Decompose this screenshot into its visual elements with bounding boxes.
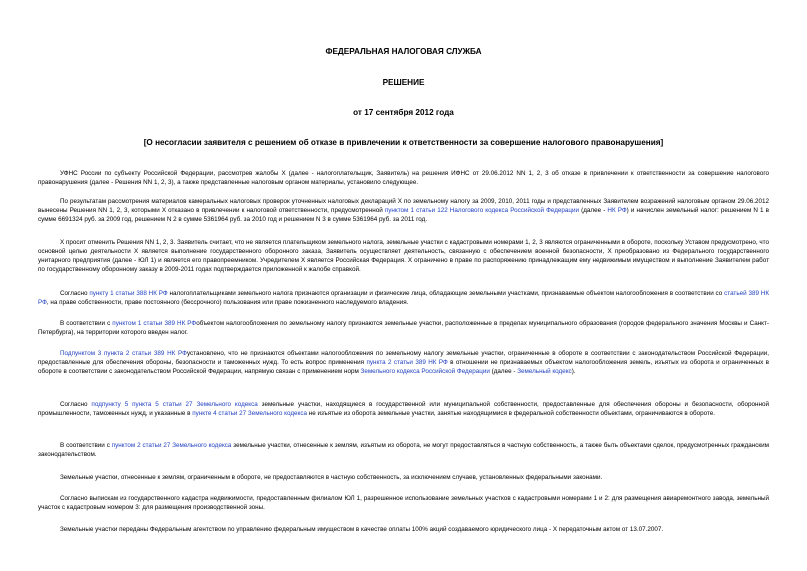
paragraph-10: Согласно выпискам из государственного кадастра недвижимости, предоставленным филиалом ЮЛ 1, разрешенное использование земельных участков с кадастровыми номерами 1 и 2: для размещения авиаремонтного завода, земельный участок с кадастровым номером 3: для размещения производственной зоны. [38,495,769,512]
document-date: от 17 сентября 2012 года [353,108,454,117]
link-land-code[interactable]: Земельный кодекс [517,368,572,376]
text-span: В соответствии с [60,320,113,327]
paragraph-7 [38,400,769,418]
paragraph-1: УФНС России по субъекту Российской Федерации, рассмотрев жалобы Х (далее - налогоплательщик, Заявитель) на решения ИФНС от 29.06.2012 NN 1, 2, 3 об отказе в привлечении к ответственности за совершение налогового правонарушения (далее - Решения NN 1, 2, 3), а также представленные налоговым органом материалы, установило следующее. [38,170,769,187]
link-nk-389-1[interactable]: пунктом 1 статьи 389 НК РФ [112,320,197,327]
link-nk-389-2-3[interactable]: Подпунктом 3 пункта 2 статьи 389 НК РФ [60,350,187,357]
link-land-code-27-5-5[interactable]: подпункту 5 пункта 5 статьи 27 Земельного кодекса [91,401,258,408]
text-span: установлено, что не признаются объектами налогообложения по земельному налогу земельные участки, ограниченные в обороте в соответствии с законодательством Российской Федерации, предоставленные для обеспечения обороны, безопасности и таможенных нужд. То есть вопрос применения [38,350,769,367]
paragraph-6 [38,349,769,376]
text-span: , на праве собственности, праве постоянного (бессрочного) пользования или праве пожизненного наследуемого владения. [46,299,409,307]
org-heading: ФЕДЕРАЛЬНАЯ НАЛОГОВАЯ СЛУЖБА [325,47,482,56]
link-nk-389-2[interactable]: пункта 2 статьи 389 НК РФ [366,359,448,367]
paragraph-8 [38,441,769,459]
link-nk-rf[interactable]: НК РФ [607,207,627,215]
text-span: (далее - [489,368,518,376]
paragraph-5 [38,319,769,337]
paragraph-2 [38,197,769,224]
text-span: По результатам рассмотрения материалов камеральных налоговых проверок уточненных налоговых деклараций Х по земельному налогу за 2009, 2010, 2011 годы и представленных Заявителем возражений налоговым органом 29.06.2012 вынесены Решения NN 1, 2, 3, которыми Х отказано в привлечении к налоговой ответственности, предусмотренной [38,198,769,215]
text-span: земельные участки, находящиеся в государственной или муниципальной собственности, предоставленные для обеспечения обороны и безопасности, оборонной промышленности, таможенных нужд, и указанные в [38,401,770,418]
document-subject: [О несогласии заявителя с решением об отказе в привлечении к ответственности за совершение налогового правонарушения] [143,138,664,147]
link-land-code-rf[interactable]: Земельного кодекса Российской Федерации [360,368,490,376]
paragraph-9: Земельные участки, отнесенные к землям, ограниченным в обороте, не предоставляются в частную собственность, за исключением случаев, установленных федеральными законами. [60,474,603,481]
text-span: налогоплательщиками земельного налога признаются организации и физические лица, обладающие земельными участками, признаваемые объектом налогообложения в соответствии со [167,290,725,297]
text-span: ) и начислен земельный налог: решением N 1 в сумме 6691324 руб. за 2009 год, решением N 2 в сумме 5361964 руб. за 2010 год и решением N 3 в сумме 5361964 руб. за 2011 год. [38,207,769,224]
text-span: В соответствии с [60,442,112,449]
document-type-heading: РЕШЕНИЕ [382,78,425,87]
paragraph-4 [38,289,769,307]
link-nk-388[interactable]: пункту 1 статьи 388 НК РФ [89,290,168,297]
text-span: Согласно [60,401,92,408]
text-span: не изъятые из оборота земельные участки, занятые находящимися в федеральной собственности объектами, ограничиваются в обороте. [307,410,716,418]
paragraph-3: Х просит отменить Решения NN 1, 2, 3. Заявитель считает, что не является плательщиком земельного налога, земельные участки с кадастровыми номерами 1, 2, 3 являются ограниченными в обороте, поскольку Уставом предусмотрено, что основной целью деятельности Х является выполнение государственного оборонного заказа, Заявитель осуществляет деятельность, связанную с обеспечением военной безопасности, Х преобразовано из Федерального государственного унитарного предприятия (далее - ЮЛ 1) и является его правопреемником. Учредителем Х является Российская Федерация. Х ограничено в праве по распоряжению принадлежащим ему недвижимым имуществом и выполнение Заявителем работ по государственному оборонному заказу в 2009-2011 годах подтверждается приложенной к жалобе справкой. [38,239,769,274]
text-span: ). [571,368,576,376]
text-span: (далее - [579,207,608,215]
link-land-code-27-2[interactable]: пунктом 2 статьи 27 Земельного кодекса [111,442,232,449]
text-span: объектом налогообложения по земельному налогу признаются земельные участки, расположенные в пределах муниципального образования (городов федерального значения Москвы и Санкт-Петербурга), на территории которого введен налог. [38,320,769,337]
paragraph-11: Земельные участки переданы Федеральным агентством по управлению федеральным имуществом в качестве оплаты 100% акций создаваемого юридического лица - Х передаточным актом от 13.07.2007. [60,526,664,533]
text-span: в отношении не признаваемых объектом налогообложения земель, изъятых из оборота и ограниченных в обороте в соответствии с законодательством Российской Федерации, напрямую связан с применением норм [38,359,769,376]
link-nk-122[interactable]: пунктом 1 статьи 122 Налогового кодекса Российской Федерации [384,207,580,215]
link-land-code-27-4[interactable]: пункте 4 статьи 27 Земельного кодекса [192,410,308,418]
text-span: земельные участки, отнесенные к землям, изъятым из оборота, не могут предоставляться в частную собственность, а также быть объектами сделок, предусмотренных гражданским законодательством. [38,442,769,459]
text-span: Согласно [60,290,90,297]
link-nk-389[interactable]: статьей 389 НК РФ [38,290,770,307]
